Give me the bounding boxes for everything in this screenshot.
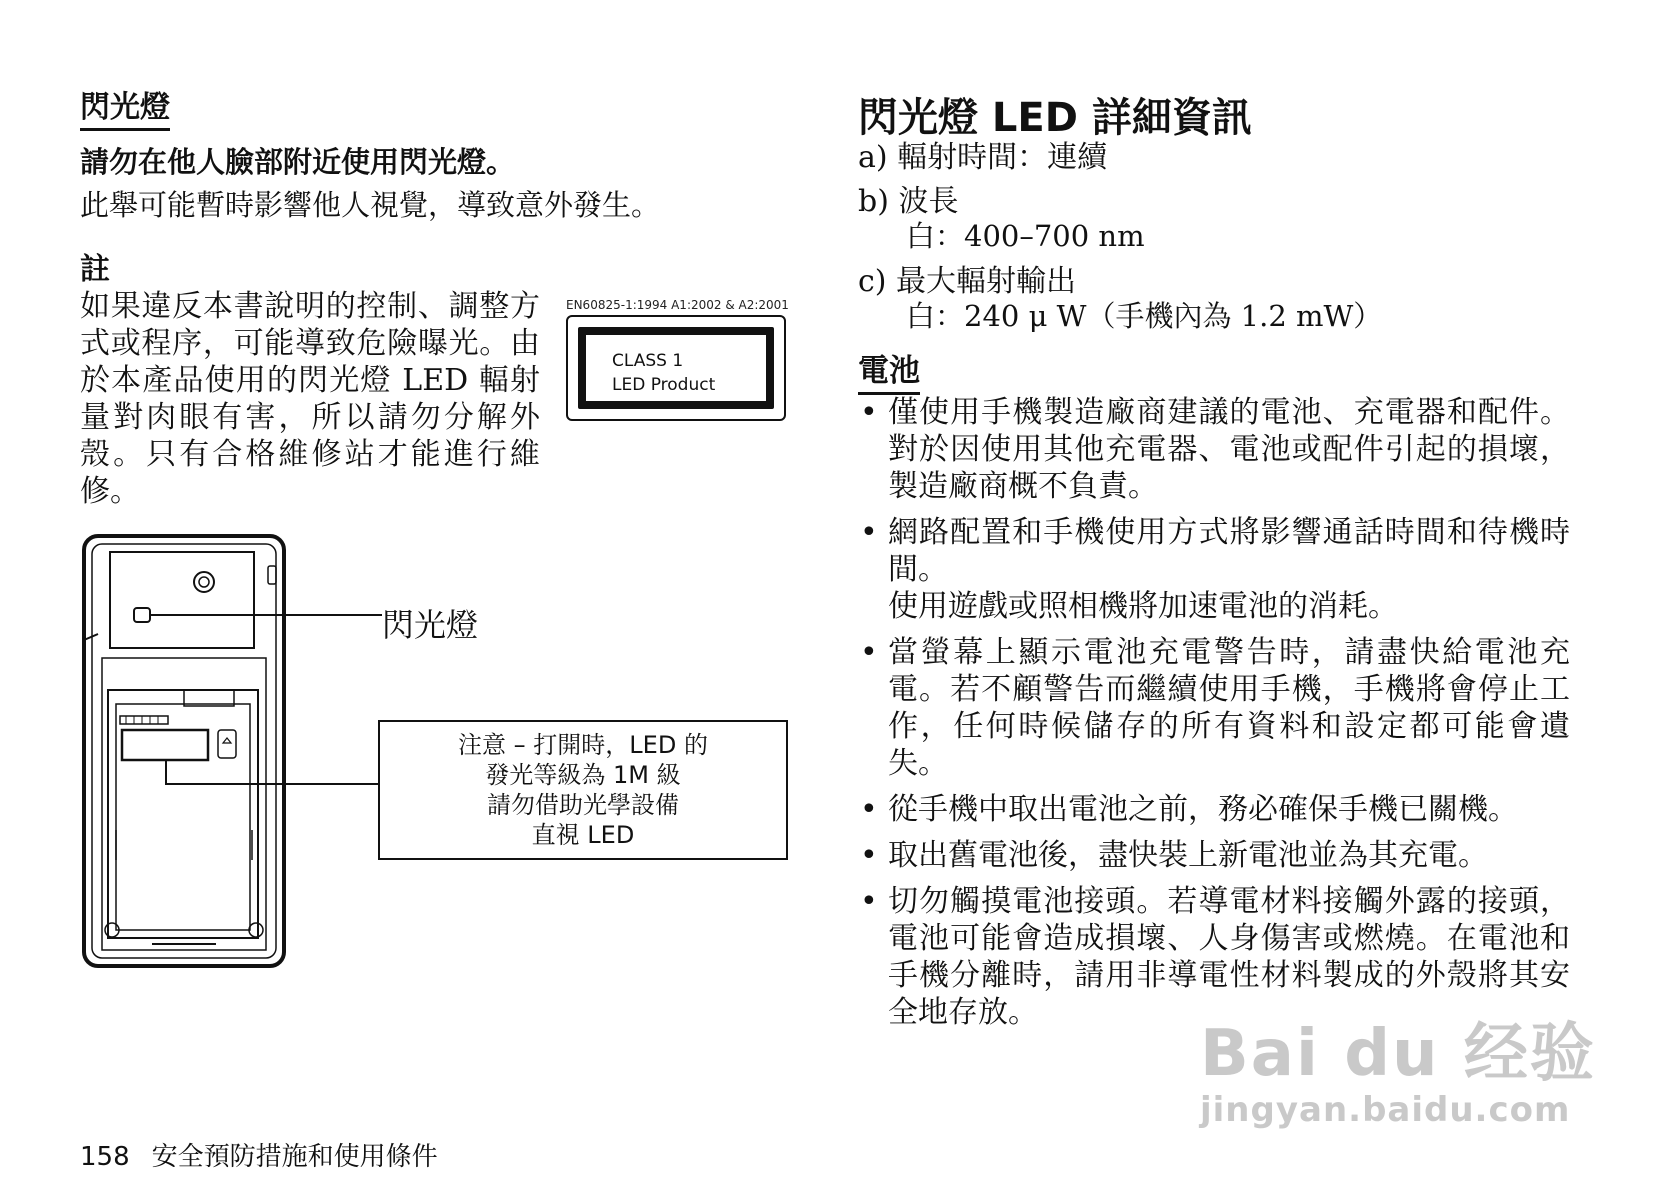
- flash-warning: [80, 140, 515, 181]
- battery-connector: [120, 716, 168, 724]
- battery-compartment: [108, 690, 258, 938]
- list-item: [858, 791, 1570, 828]
- bullet: •: [860, 792, 878, 827]
- flash-warning-detail: 此舉可能暫時影響他人視覺，導致意外發生。: [80, 188, 661, 222]
- battery-heading: 電池: [858, 345, 920, 395]
- led-label-content: [586, 335, 766, 401]
- watermark-logo: Bai du 经验: [1200, 1017, 1596, 1091]
- bullet: •: [860, 395, 878, 430]
- bullet: •: [860, 884, 878, 919]
- note-paragraph: 如果違反本書說明的控制、調整方式或程序，可能導致危險曝光。由於本產品使用的閃光燈 LED 輻射量對肉眼有害，所以請勿分解外殼。只有合格維修站才能進行維修。: [80, 289, 540, 509]
- led-label-class: CLASS 1: [612, 351, 684, 371]
- flash-warning-period: 。: [486, 145, 516, 179]
- note-heading: 註: [80, 252, 110, 287]
- battery: [116, 704, 250, 930]
- led-item-c: c) 最大輻射輸出: [858, 264, 1077, 299]
- led-label-border: [578, 327, 774, 409]
- camera-window: [110, 552, 254, 648]
- list-item-text: 網路配置和手機使用方式將影響通話時間和待機時間。: [888, 515, 1570, 587]
- caution-box: [378, 720, 788, 860]
- caution-line: 發光等級為 1M 級: [485, 761, 681, 789]
- list-item: [858, 514, 1570, 625]
- section-title: 安全預防措施和使用條件: [151, 1142, 438, 1172]
- led-class-label-on-battery: [122, 730, 208, 760]
- watermark-url: jingyan.baidu.com: [1200, 1090, 1571, 1130]
- flash-led-icon: [134, 608, 150, 622]
- bullet: •: [860, 838, 878, 873]
- led-item-c-value: 白：240 μ W（手機內為 1.2 mW）: [906, 299, 1383, 333]
- led-details-heading: 閃光燈 LED 詳細資訊: [858, 95, 1252, 141]
- battery-list: [858, 394, 1570, 1040]
- page-footer: [80, 1136, 438, 1173]
- list-item: [858, 634, 1570, 782]
- laser-standard-text: EN60825-1:1994 A1:2002 & A2:2001: [566, 298, 789, 312]
- caution-line: 直視 LED: [531, 821, 635, 849]
- caution-line: 請勿借助光學設備: [487, 791, 679, 819]
- list-item-text: 從手機中取出電池之前，務必確保手機已關機。: [888, 792, 1518, 827]
- led-product-label: [566, 315, 786, 421]
- list-item-text: 取出舊電池後，盡快裝上新電池並為其充電。: [888, 838, 1488, 873]
- bullet: •: [860, 635, 878, 670]
- list-item-text: 僅使用手機製造廠商建議的電池、充電器和配件。對於因使用其他充電器、電池或配件引起的損壞，製造廠商概不負責。: [888, 395, 1570, 504]
- caution-line: 注意 – 打開時，LED 的: [458, 731, 708, 759]
- list-item-text: 當螢幕上顯示電池充電警告時，請盡快給電池充電。若不顧警告而繼續使用手機，手機將會停止工作，任何時候儲存的所有資料和設定都可能會遺失。: [888, 635, 1570, 781]
- caution-callout-line: [166, 760, 378, 784]
- flash-section-heading: 閃光燈: [80, 82, 170, 131]
- led-item-b: b) 波長: [858, 184, 959, 219]
- list-item-text: 切勿觸摸電池接頭。若導電材料接觸外露的接頭，電池可能會造成損壞、人身傷害或燃燒。在電池和手機分離時，請用非導電性材料製成的外殼將其安全地存放。: [888, 884, 1570, 1030]
- bullet: •: [860, 515, 878, 550]
- list-item: [858, 837, 1570, 874]
- list-item-extra: 使用遊戲或照相機將加速電池的消耗。: [888, 589, 1398, 624]
- led-item-a: a) 輻射時間：連續: [858, 140, 1108, 175]
- flash-callout-label: 閃光燈: [382, 606, 479, 644]
- led-label-product: LED Product: [612, 375, 716, 395]
- page-number: 158: [80, 1142, 130, 1172]
- lock-icon: [218, 730, 236, 758]
- baidu-watermark: [1200, 1002, 1596, 1130]
- list-item: [858, 394, 1570, 505]
- flash-warning-bold-text: 請勿在他人臉部附近使用閃光燈: [80, 145, 487, 179]
- led-item-b-value: 白：400–700 nm: [906, 219, 1145, 253]
- camera-lens-icon: [194, 572, 214, 592]
